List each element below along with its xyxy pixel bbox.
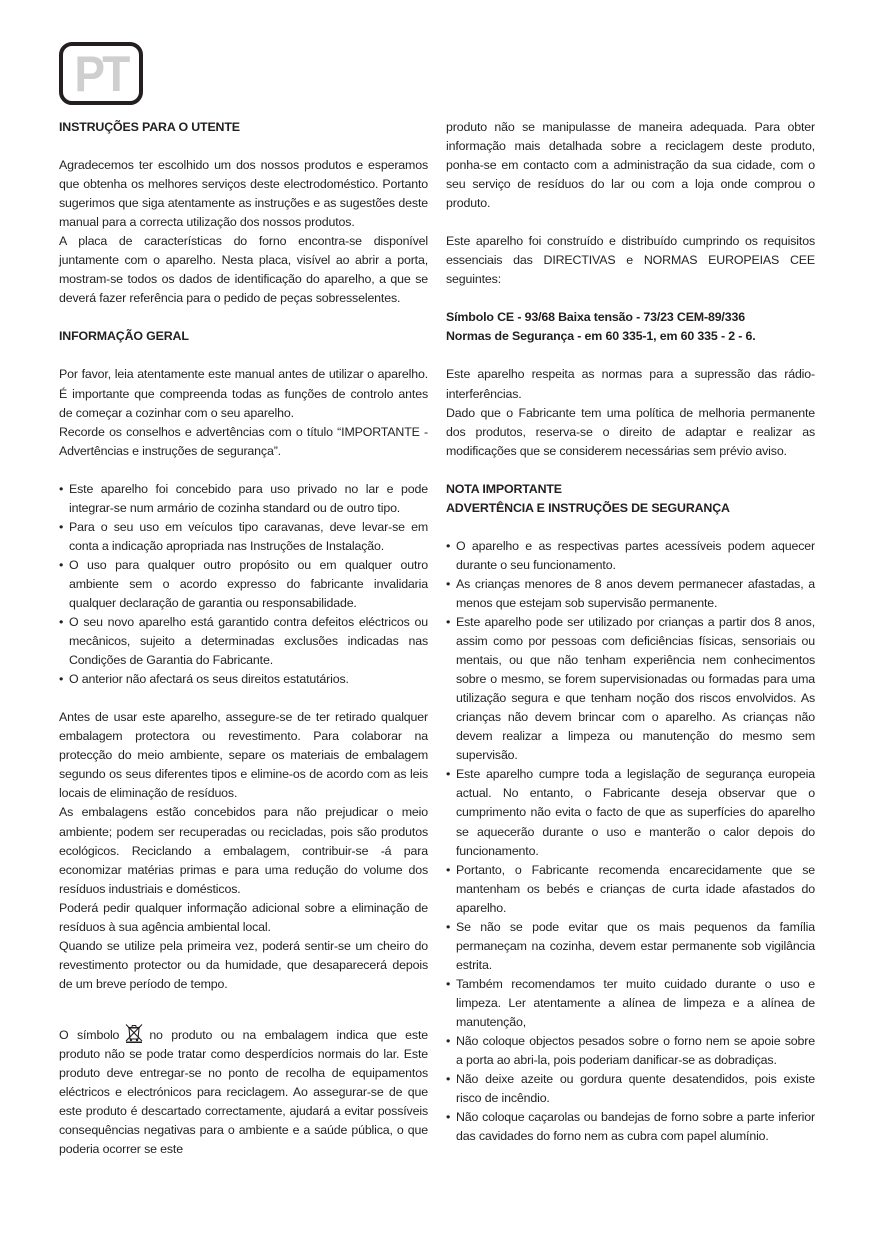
list-item: • O seu novo aparelho está garantido contra defeitos eléctricos ou mecânicos, sujeito a determinadas exclusões indicadas nas Condições de Garantia do Fabricante. (59, 613, 428, 670)
list-item: • Este aparelho cumpre toda a legislação de segurança europeia actual. No entanto, o Fabricante deseja observar que o cumprimento não evita o facto de que as superfícies do aparelho se aquecerão durante o uso e manterão o calor depois do funcionamento. (446, 765, 815, 860)
left-column (59, 118, 428, 1159)
list-item: • Não deixe azeite ou gordura quente desatendidos, pois existe risco de incêndio. (446, 1070, 815, 1108)
language-badge (59, 42, 143, 105)
environment-paragraph-3: Poderá pedir qualquer informação adicional sobre a eliminação de resíduos à sua agência ambiental local. (59, 900, 428, 934)
list-item: • Este aparelho foi concebido para uso privado no lar e pode integrar-se num armário de cozinha standard ou de outro tipo. (59, 480, 428, 518)
environment-paragraph-4: Quando se utilize pela primeira vez, poderá sentir-se um cheiro do revestimento protector ou da humidade, que desaparecerá depois de um breve período de tempo. (59, 938, 428, 991)
norm-line-ce: Símbolo CE - 93/68 Baixa tensão - 73/23 CEM-89/336 (446, 310, 745, 325)
recycling-continuation: produto não se manipulasse de maneira adequada. Para obter informação mais detalhada sobre a reciclagem deste produto, ponha-se em contacto com a administração da sua cidade, com o seu serviço de resíduos do lar ou com a loja onde comprou o produto. (446, 120, 815, 211)
general-paragraph-1: Por favor, leia atentamente este manual antes de utilizar o aparelho. É importante que compreenda todas as funções de controlo antes de começar a cozinhar com o seu aparelho. (59, 367, 428, 420)
language-code: PT (74, 45, 128, 102)
list-item: • O aparelho e as respectivas partes acessíveis podem aquecer durante o seu funcionamento. (446, 537, 815, 575)
list-item: • O anterior não afectará os seus direitos estatutários. (59, 670, 428, 689)
directives-paragraph: Este aparelho foi construído e distribuído cumprindo os requisitos essenciais das DIRECTIVAS e NORMAS EUROPEIAS CEE seguintes: (446, 234, 815, 287)
manufacturer-policy-paragraph: Dado que o Fabricante tem uma política de melhoria permanente dos produtos, reserva-se o direito de adaptar e realizar as modificações que se considerem necessárias sem prévio aviso. (446, 405, 815, 458)
weee-text-after: no produto ou na embalagem indica que este produto não se pode tratar como desperdícios normais do lar. Este produto deve entregar-se no ponto de recolha de equipamentos eléctricos e electrónicos para reciclagem. Ao assegurar-se de que este produto é descartado correctamente, ajudará a evitar possíveis consequências negativas para o ambiente e a saúde pública, o que poderia ocorrer se este (59, 1027, 428, 1157)
list-item: • Não coloque caçarolas ou bandejas de forno sobre a parte inferior das cavidades do forno nem as cubra com papel alumínio. (446, 1108, 815, 1146)
list-item: • As crianças menores de 8 anos devem permanecer afastadas, a menos que estejam sob supervisão permanente. (446, 575, 815, 613)
general-paragraph-2: Recorde os conselhos e advertências com o título “IMPORTANTE - Advertências e instruções de segurança”. (59, 424, 428, 458)
right-column (446, 118, 815, 1146)
norm-line-safety: Normas de Segurança - em 60 335-1, em 60 335 - 2 - 6. (446, 329, 756, 344)
environment-paragraph-2: As embalagens estão concebidos para não prejudicar o meio ambiente; podem ser recuperadas ou recicladas, pois são produtos ecológicos. Reciclando a embalagem, contribuir-se -á para economizar matérias primas e para uma redução do volume dos resíduos industriais e domésticos. (59, 805, 428, 896)
list-item: • Portanto, o Fabricante recomenda encarecidamente que se mantenham os bebés e crianças de curta idade afastados do aparelho. (446, 861, 815, 918)
radio-interference-paragraph: Este aparelho respeita as normas para a supressão das rádio-interferências. (446, 367, 815, 401)
environment-paragraph-1: Antes de usar este aparelho, assegure-se de ter retirado qualquer embalagem protectora ou revestimento. Para colaborar na protecção do meio ambiente, separe os materiais de embalagem segundo os seus diferentes tipos e elimine-os de acordo com as leis locais de eliminação de resíduos. (59, 710, 428, 801)
heading-user-instructions: INSTRUÇÕES PARA O UTENTE (59, 120, 240, 134)
list-item: • Também recomendamos ter muito cuidado durante o uso e limpeza. Ler atentamente a alínea de limpeza e a alínea de manutenção, (446, 975, 815, 1032)
list-item: • O uso para qualquer outro propósito ou em qualquer outro ambiente sem o acordo expresso do fabricante invalidaria qualquer declaração de garantia ou responsabilidade. (59, 556, 428, 613)
safety-bullet-list (446, 537, 815, 1147)
list-item: • Para o seu uso em veículos tipo caravanas, deve levar-se em conta a indicação apropriada nas Instruções de Instalação. (59, 518, 428, 556)
list-item: • Se não se pode evitar que os mais pequenos da família permaneçam na cozinha, devem estar permanente sob vigilância estrita. (446, 918, 815, 975)
intro-paragraph-1: Agradecemos ter escolhido um dos nossos produtos e esperamos que obtenha os melhores serviços deste electrodoméstico. Portanto sugerimos que siga atentamente as instruções e as sugestões deste manual para a correcta utilização dos nossos produtos. (59, 158, 428, 230)
intro-paragraph-2: A placa de características do forno encontra-se disponível juntamente com o aparelho. Nesta placa, visível ao abrir a porta, mostram-se todos os dados de identificação do aparelho, a que se deverá fazer referência para o pedido de peças sobresselentes. (59, 234, 428, 306)
crossed-bin-icon (123, 1023, 145, 1043)
list-item: • Este aparelho pode ser utilizado por crianças a partir dos 8 anos, assim como por pessoas com deficiências físicas, sensoriais ou mentais, ou que não tenham experiência nem conhecimentos sobre o mesmo, se forem supervisionadas ou formadas para uma utilização segura e que tenham noção dos riscos envolvidos. As crianças não devem brincar com o aparelho. As crianças não devem realizar a limpeza ou manutenção do mesmo sem supervisão. (446, 613, 815, 765)
general-bullet-list (59, 480, 428, 690)
weee-text-before: O símbolo (59, 1027, 120, 1042)
list-item: • Não coloque objectos pesados sobre o forno nem se apoie sobre a porta ao abri-la, pois poderiam danificar-se as dobradiças. (446, 1032, 815, 1070)
heading-general-information: INFORMAÇÃO GERAL (59, 329, 189, 344)
heading-safety-warnings: ADVERTÊNCIA E INSTRUÇÕES DE SEGURANÇA (446, 500, 730, 515)
weee-paragraph (59, 1023, 428, 1159)
heading-important-note: NOTA IMPORTANTE (446, 481, 562, 496)
